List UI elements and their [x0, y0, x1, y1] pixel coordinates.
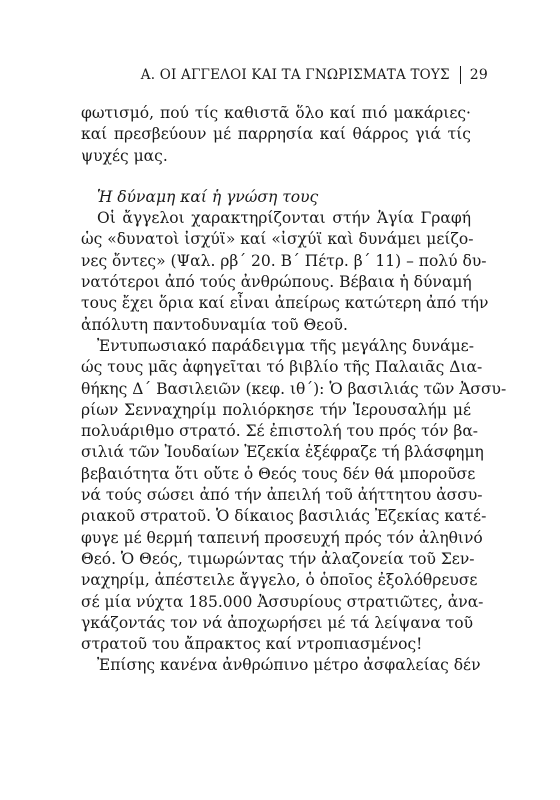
text-line: φυγε μέ θερμή ταπεινή προσευχή πρός τόν ἀληθινό [81, 528, 483, 547]
text-line: βεβαιότητα ὅτι οὔτε ὁ Θεός τους δέν θά μποροῦσε [81, 464, 476, 483]
paragraph-continuation [81, 655, 481, 676]
text-line: ἀπόλυτη παντοδυναμία τοῦ Θεοῦ. [81, 315, 348, 334]
text-line: ριακοῦ στρατοῦ. Ὁ δίκαιος βασιλιάς Ἐζεκίας κατέ- [81, 507, 487, 526]
text-line: τους ἔχει ὅρια καί εἶναι ἀπείρως κατώτερη ἀπό τήν [81, 294, 489, 313]
section-heading: Ἡ δύναμη καί ἡ γνώση τους [97, 187, 319, 206]
text-line: ναχηρίμ, ἀπέστειλε ἄγγελο, ὁ ὁποῖος ἐξολόθρευσε [81, 571, 478, 590]
text-line: νες ὄντες» (Ψαλ. ρβ΄ 20. Β΄ Πέτρ. β΄ 11) – πολύ δυ- [81, 251, 487, 270]
text-line: Ἐπίσης κανένα ἀνθρώπινο μέτρο ἀσφαλείας δέν [97, 656, 481, 675]
text-line: ρίων Σενναχηρίμ πολιόρκησε τήν Ἱερουσαλήμ μέ [81, 400, 471, 419]
text-line: γκάζοντάς τον νά ἀποχωρήσει μέ τά λείψανα τοῦ [81, 613, 474, 632]
text-line: Ἐντυπωσιακό παράδειγμα τῆς μεγάλης δυνάμε- [97, 336, 474, 355]
text-line: θήκης Δ΄ Βασιλειῶν (κεφ. ιθ΄): Ὁ βασιλιάς τῶν Ἀσσυ- [81, 379, 507, 398]
text-line: ώς τους μᾶς ἀφηγεῖται τό βιβλίο τῆς Παλαιᾶς Δια- [81, 358, 483, 377]
text-line: φωτισμό, πού τίς καθιστᾶ ὅλο καί πιό μακάριες· [81, 104, 471, 122]
text-line: σέ μία νύχτα 185.000 Ἀσσυρίους στρατιῶτες, ἀνα- [81, 592, 484, 611]
text-line: Θεό. Ὁ Θεός, τιμωρώντας τήν ἀλαζονεία τοῦ Σεν- [81, 549, 475, 568]
text-line: πολυάριθμο στρατό. Σέ ἐπιστολή του πρός τόν βα- [81, 422, 479, 441]
text-line: σιλιά τῶν Ἰουδαίων Ἐζεκία ἐξέφραζε τή βλάσφημη [81, 443, 484, 462]
running-title: Α. ΟΙ ΑΓΓΕΛΟΙ ΚΑΙ ΤΑ ΓΝΩΡΙΣΜΑΤΑ ΤΟΥΣ [140, 67, 450, 83]
page-number: 29 [469, 67, 488, 83]
text-line: στρατοῦ του ἄπρακτος καί ντροπιασμένος! [81, 635, 423, 654]
header-separator [460, 66, 461, 84]
text-line: καί πρεσβεύουν μέ παρρησία καί θάρρος γιά τίς [81, 125, 471, 144]
intro-paragraph [81, 103, 471, 167]
text-line: Οἱ ἄγγελοι χαρακτηρίζονται στήν Ἁγία Γραφή [97, 209, 471, 228]
paragraph-power [81, 208, 489, 336]
text-line: νατότεροι ἀπό τούς ἀνθρώπους. Βέβαια ἡ δύναμή [81, 273, 472, 292]
text-line: νά τούς σώσει ἀπό τήν ἀπειλή τοῦ ἀήττητου ἀσσυ- [81, 486, 483, 505]
text-line: ὡς «δυνατοὶ ἰσχύϊ» καί «ἰσχύϊ καὶ δυνάμει μείζο- [81, 230, 474, 249]
paragraph-example [81, 336, 507, 655]
page-body [81, 103, 507, 677]
running-header [141, 66, 488, 84]
text-line: ψυχές μας. [81, 146, 168, 165]
